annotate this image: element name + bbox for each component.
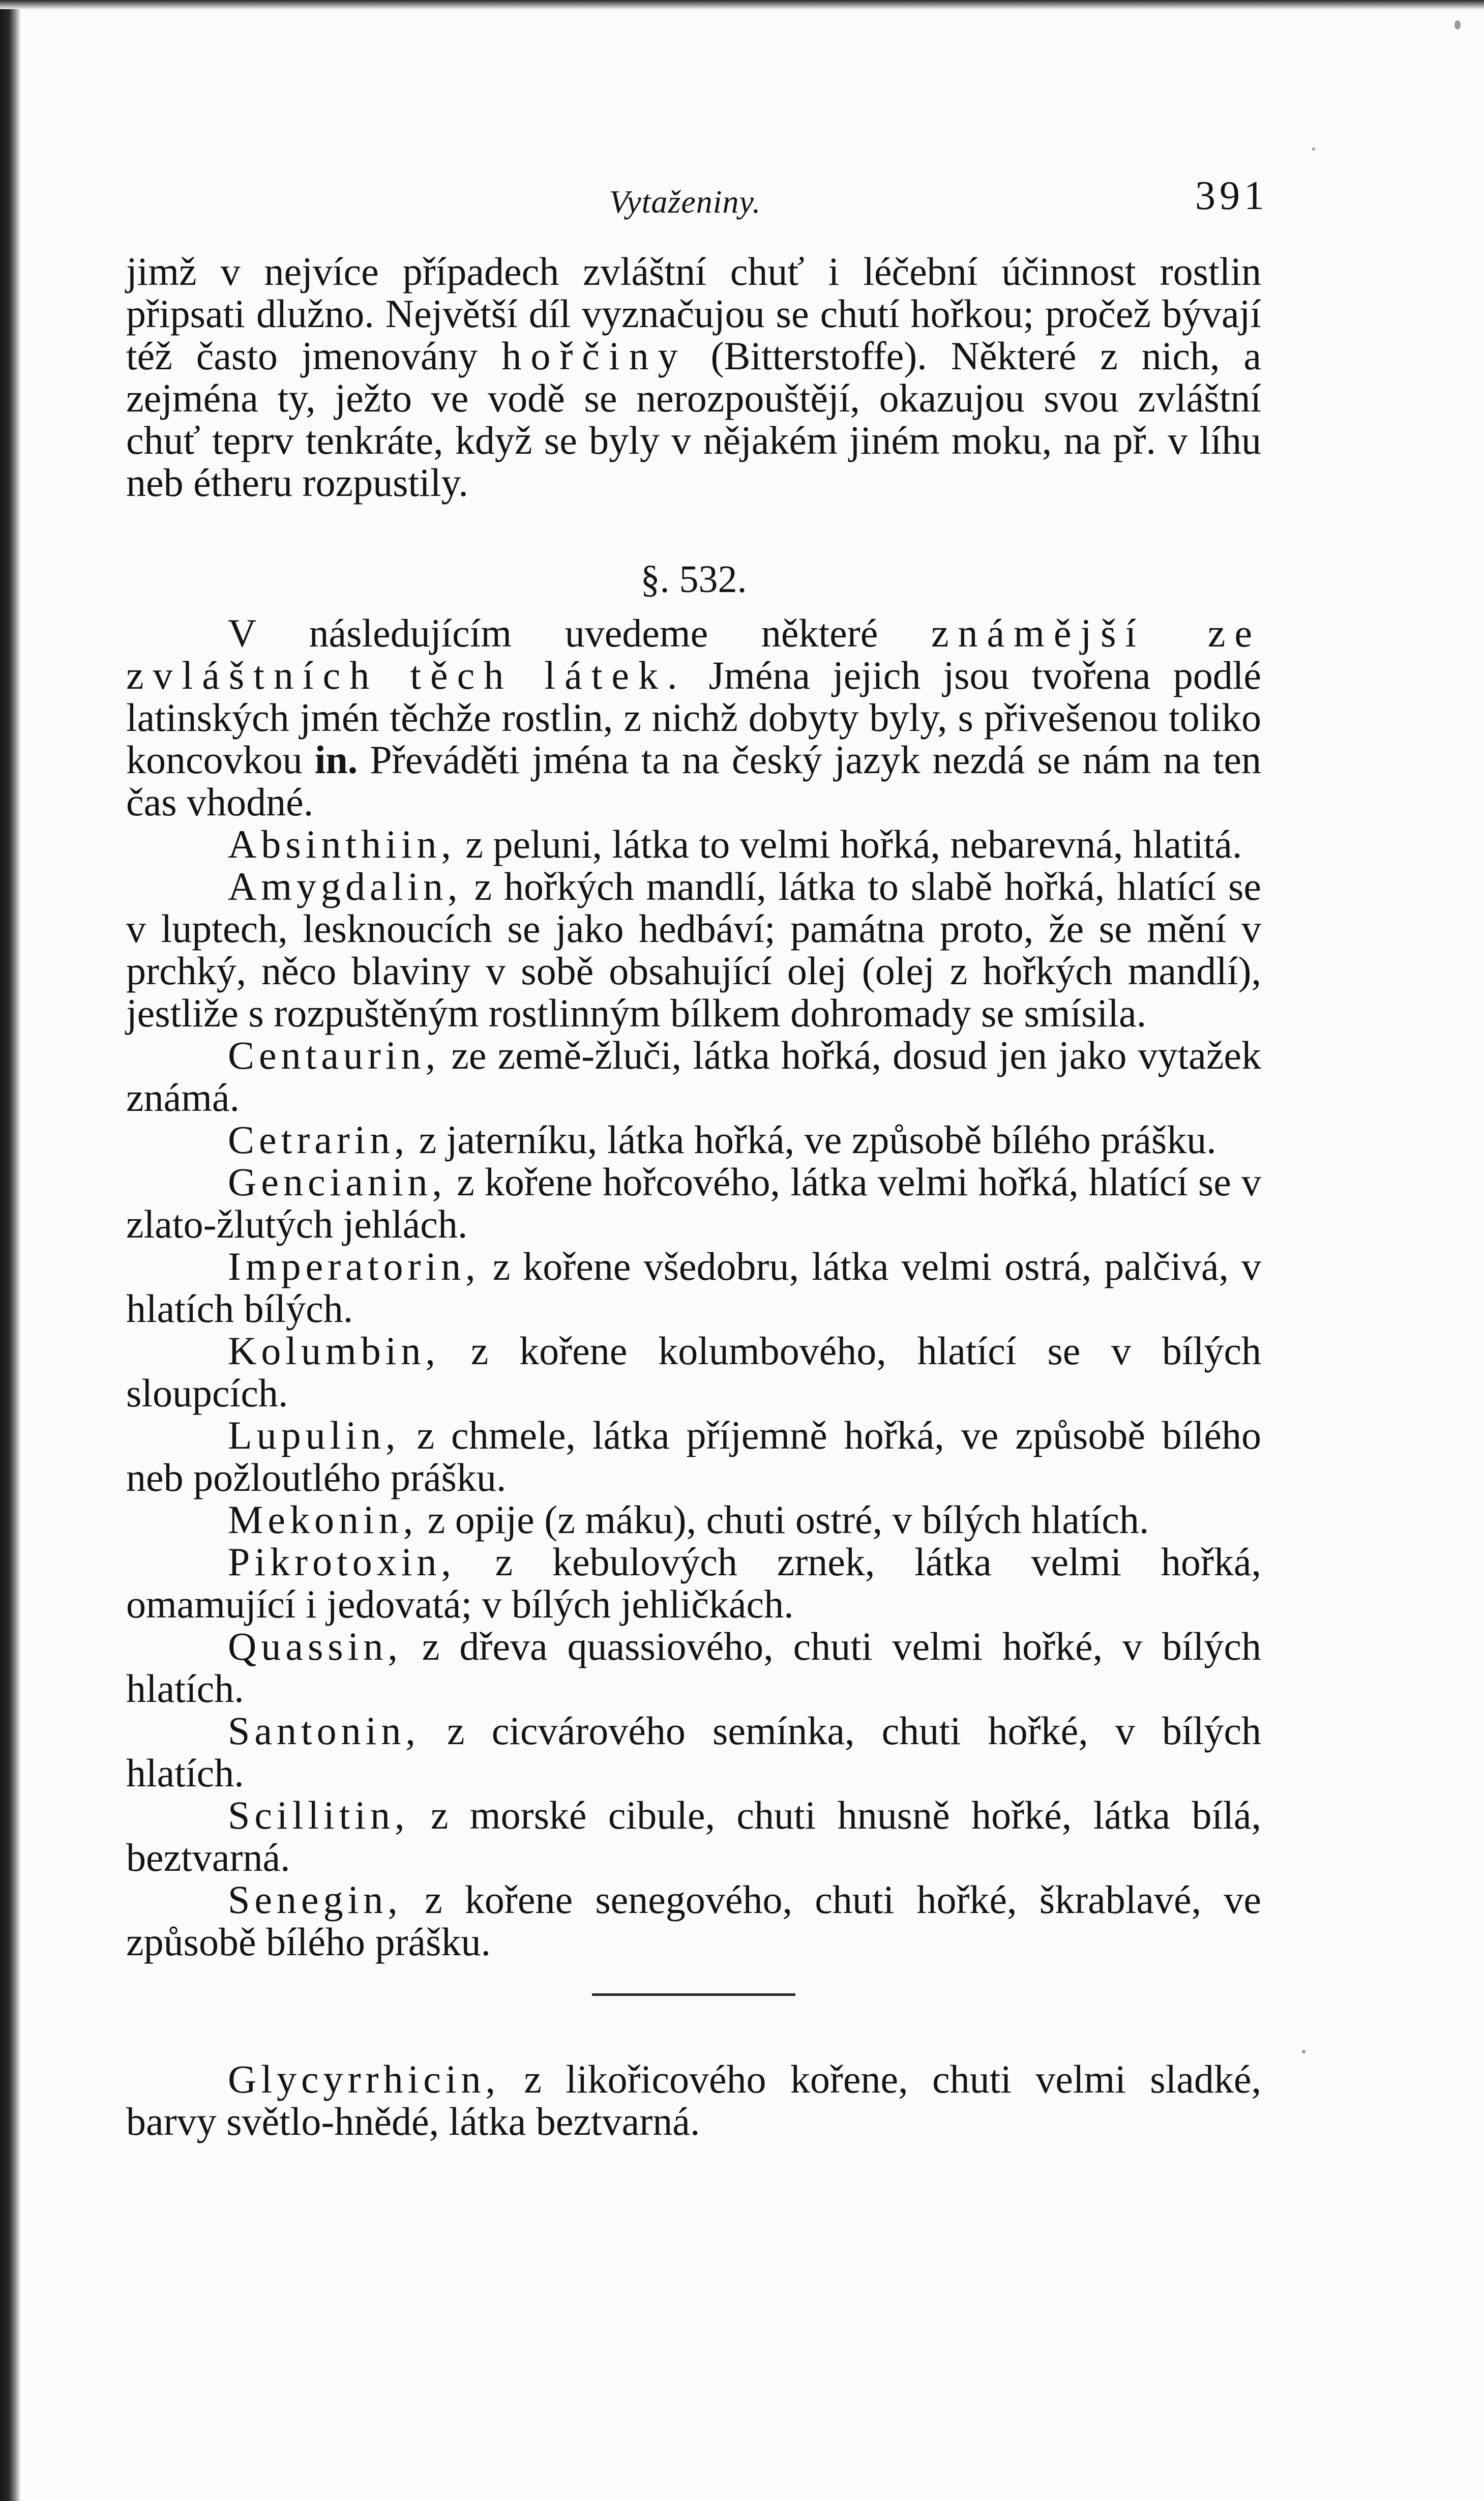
intro-text-2: (Bitterstoffe). Některé z nich, a zejména ty, ježto ve vodě se nerozpouštějí, okazujou svou zvláštní chuť teprv tenkráte, když se byly v nějakém jiném moku, na př. v líhu neb étheru rozpustily. (126, 334, 1262, 505)
entry-term: Kolumbin, (228, 1329, 440, 1373)
section-intro-text-c: Převáděti jména ta na český jazyk nezdá se nám na ten čas vhodné. (126, 738, 1262, 824)
running-title: Vytaženiny. (609, 184, 761, 220)
page-top-edge (0, 0, 1484, 9)
page-header (0, 168, 1484, 229)
entry (126, 1498, 1261, 1541)
entry-term: Gencianin, (228, 1160, 447, 1204)
scan-speck (1302, 2050, 1305, 2053)
entry-term: Senegin, (228, 1877, 402, 1922)
entry-term: Scillitin, (228, 1793, 409, 1837)
entry (126, 1710, 1261, 1794)
entry-term: Lupulin, (228, 1413, 400, 1457)
entry (126, 1119, 1261, 1161)
entry (126, 1330, 1261, 1414)
section-intro-text-b: Jména jejich jsou tvořena podlé latinských jmén těchže rostlin, z nichž dobyty byly, s přivešenou toliko koncovkou (126, 653, 1261, 782)
entry-term: Amygdalin, (228, 864, 462, 908)
entry-term: Pikrotoxin, (228, 1540, 456, 1584)
page-body (126, 250, 1261, 2142)
entry-text: z kořene všedobru, látka velmi ostrá, palčivá, v hlatích bílých. (126, 1244, 1261, 1331)
entry-text: z kebulových zrnek, látka velmi hořká, omamující i jedovatá; v bílých jehličkách. (126, 1540, 1261, 1626)
entry-term: Absinthiin, (228, 822, 456, 866)
entry (126, 1541, 1261, 1625)
intro-text-1: jimž v nejvíce případech zvláštní chuť i léčební účinnost rostlin připsati dlužno. Největší díl vyznačujou se chutí hořkou; pročež bývají též často jmenovány (126, 249, 1261, 378)
entry-text: z cicvárového semínka, chuti hořké, v bílých hlatích. (126, 1709, 1262, 1795)
entry-text: z hořkých mandlí, látka to slabě hořká, hlatící se v luptech, lesknoucích se jako hedbáví; památna proto, že se mění v prchký, něco blaviny v sobě obsahující olej (olej z hořkých mandlí), jestliže s rozpuštěným rostlinným bílkem dohromady se smísila. (126, 864, 1262, 1035)
section-heading: §. 532. (640, 558, 747, 601)
entry-term: Centaurin, (228, 1033, 440, 1077)
entry (126, 865, 1261, 1034)
entry-text: z jaterníku, látka hořká, ve způsobě bílého prášku. (419, 1117, 1216, 1162)
entry (126, 1034, 1261, 1119)
entry-term: Santonin, (228, 1709, 420, 1753)
section-intro (126, 612, 1261, 823)
page-number: 391 (1195, 173, 1268, 218)
entry-text: z morské cibule, chuti hnusně hořké, látka bílá, beztvarná. (126, 1793, 1261, 1879)
entry (126, 1625, 1261, 1710)
entry (126, 823, 1261, 865)
entry (126, 1161, 1261, 1245)
entry-text: z chmele, látka příjemně hořká, ve způsobě bílého neb požloutlého prášku. (126, 1413, 1262, 1499)
suffix-in: in. (314, 738, 358, 782)
section-intro-term: známější ze zvláštních těch látek. (126, 611, 1262, 697)
entry-text: ze země-žluči, látka hořká, dosud jen jako vytažek známá. (126, 1033, 1261, 1120)
entry-text: z peluni, látka to velmi hořká, nebarevná, hlatitá. (465, 822, 1242, 866)
entry (126, 1245, 1261, 1330)
footnote-divider (592, 1993, 795, 1996)
entry-text: z dřeva quassiového, chuti velmi hořké, v bílých hlatích. (126, 1624, 1262, 1711)
scan-speck (1455, 20, 1461, 30)
entry-text: z kořene hořcového, látka velmi hořká, hlatící se v zlato-žlutých jehlách. (126, 1160, 1261, 1246)
section-intro-text-a: V následujícím uvedeme některé (228, 611, 878, 655)
intro-term: hořčiny (501, 334, 687, 378)
entry-text: z opije (z máku), chuti ostré, v bílých hlatích. (427, 1497, 1149, 1542)
entry (126, 1414, 1261, 1498)
entry-text: z kořene kolumbového, hlatící se v bílých sloupcích. (126, 1329, 1261, 1415)
page-binding-edge (0, 0, 20, 2501)
footnote-text: z likořicového kořene, chuti velmi sladké, barvy světlo-hnědé, látka beztvarná. (126, 2057, 1261, 2143)
entry-text: z kořene senegového, chuti hořké, škrablavé, ve způsobě bílého prášku. (126, 1877, 1261, 1964)
footnote-term: Glycyrrhicin, (228, 2057, 500, 2101)
entry-term: Imperatorin, (228, 1244, 480, 1288)
entry (126, 1878, 1261, 1963)
entry-term: Quassin, (228, 1624, 402, 1668)
entry-term: Cetrarin, (228, 1117, 409, 1162)
footnote-entry (126, 2058, 1261, 2142)
intro-paragraph (126, 250, 1261, 504)
entry (126, 1794, 1261, 1878)
entry-term: Mekonin, (228, 1497, 418, 1542)
scan-speck (1312, 148, 1315, 151)
